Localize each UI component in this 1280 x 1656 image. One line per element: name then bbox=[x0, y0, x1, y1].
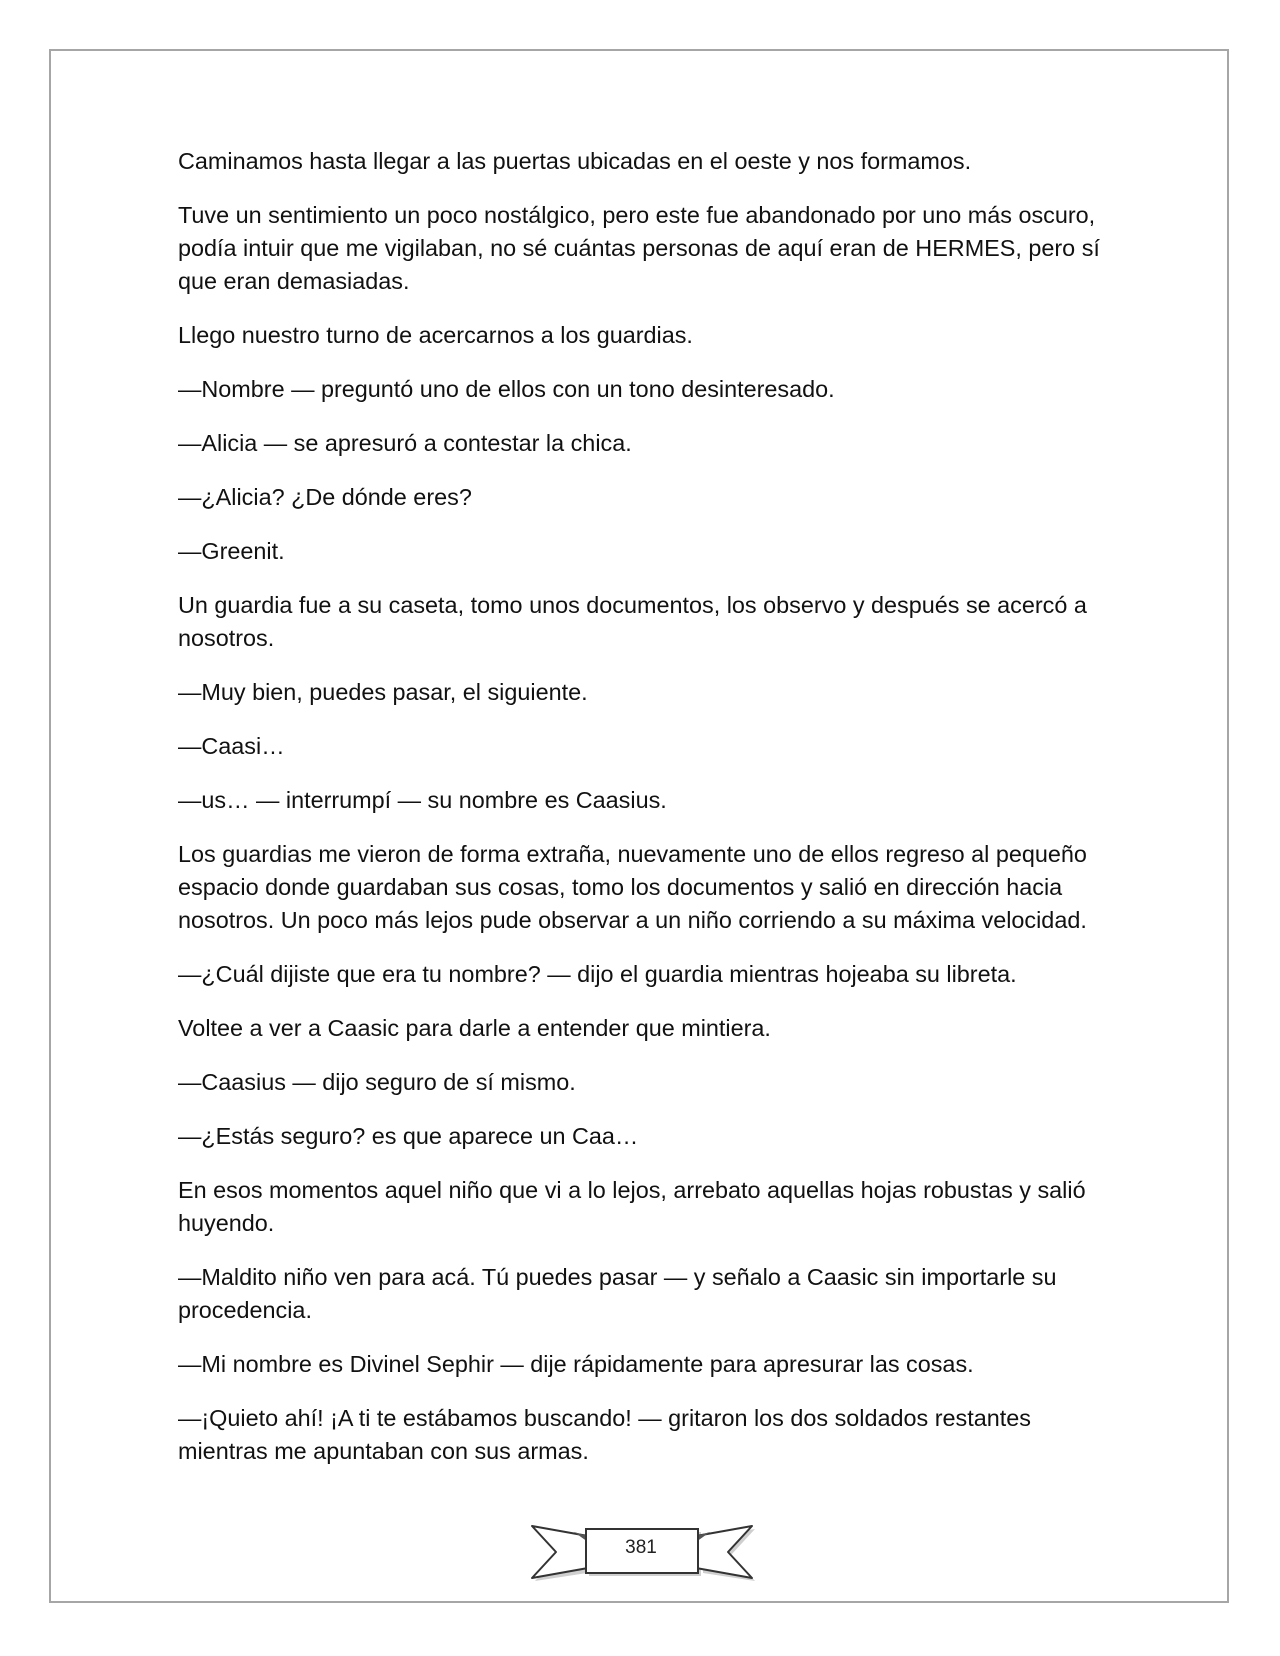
paragraph: En esos momentos aquel niño que vi a lo lejos, arrebato aquellas hojas robustas y salió huyendo. bbox=[178, 1177, 1086, 1236]
paragraph: —Caasi… bbox=[178, 733, 285, 759]
paragraph: —Caasius — dijo seguro de sí mismo. bbox=[178, 1069, 576, 1095]
paragraph: Un guardia fue a su caseta, tomo unos documentos, los observo y después se acercó a nosotros. bbox=[178, 592, 1087, 651]
paragraph: Llego nuestro turno de acercarnos a los guardias. bbox=[178, 322, 693, 348]
paragraph: —Maldito niño ven para acá. Tú puedes pasar — y señalo a Caasic sin importarle su procedencia. bbox=[178, 1264, 1057, 1323]
paragraph: Voltee a ver a Caasic para darle a entender que mintiera. bbox=[178, 1015, 771, 1041]
paragraph: Tuve un sentimiento un poco nostálgico, pero este fue abandonado por uno más oscuro, podía intuir que me vigilaban, no sé cuántas personas de aquí eran de HERMES, pero sí que eran demasiadas. bbox=[178, 202, 1100, 294]
paragraph: —¡Quieto ahí! ¡A ti te estábamos buscando! — gritaron los dos soldados restantes mientras me apuntaban con sus armas. bbox=[178, 1405, 1031, 1464]
paragraph: Caminamos hasta llegar a las puertas ubicadas en el oeste y nos formamos. bbox=[178, 148, 972, 174]
paragraph: —¿Cuál dijiste que era tu nombre? — dijo el guardia mientras hojeaba su libreta. bbox=[178, 961, 1017, 987]
paragraph: —Alicia — se apresuró a contestar la chica. bbox=[178, 430, 632, 456]
paragraph: —Muy bien, puedes pasar, el siguiente. bbox=[178, 679, 588, 705]
paragraph: —¿Alicia? ¿De dónde eres? bbox=[178, 484, 472, 510]
paragraph: —¿Estás seguro? es que aparece un Caa… bbox=[178, 1123, 639, 1149]
document-body bbox=[178, 145, 1108, 1489]
paragraph: —Nombre — preguntó uno de ellos con un tono desinteresado. bbox=[178, 376, 835, 402]
paragraph: —Mi nombre es Divinel Sephir — dije rápidamente para apresurar las cosas. bbox=[178, 1351, 974, 1377]
paragraph: —us… — interrumpí — su nombre es Caasius. bbox=[178, 787, 667, 813]
paragraph: Los guardias me vieron de forma extraña, nuevamente uno de ellos regreso al pequeño espacio donde guardaban sus cosas, tomo los documentos y salió en dirección hacia nosotros. Un poco más lejos pude observar a un niño corriendo a su máxima velocidad. bbox=[178, 841, 1087, 933]
page-number: 381 bbox=[625, 1537, 657, 1558]
paragraph: —Greenit. bbox=[178, 538, 285, 564]
